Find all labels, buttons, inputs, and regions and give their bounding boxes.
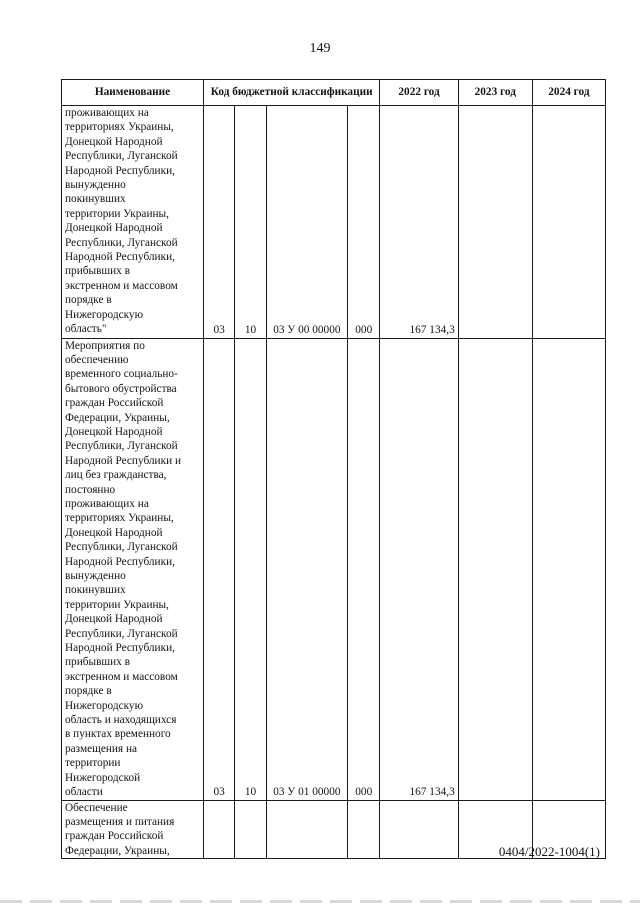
row-name: Обеспечение размещения и питания граждан Российской Федерации, Украины, [62, 800, 204, 859]
row-amount-2024 [532, 338, 605, 800]
document-number: 0404/2022-1004(1) [498, 844, 600, 859]
page-number: 149 [309, 41, 331, 56]
row-code-section: 03 [204, 338, 235, 800]
row-amount-2024 [532, 106, 605, 339]
header-code: Код бюджетной классификации [204, 80, 380, 106]
row-code-target [266, 800, 347, 859]
header-2024: 2024 год [532, 80, 605, 106]
row-code-target: 03 У 00 00000 [266, 106, 347, 339]
table-row [62, 106, 606, 339]
row-name: проживающих на территориях Украины, Донецкой Народной Республики, Луганской Народной Республики, вынужденно покинувших территории Украины, Донецкой Народной Республики, Луганской Народной Республики, прибывших в экстренном и массовом порядке в Нижегородскую область" [62, 106, 204, 339]
table-row [62, 338, 606, 800]
row-code-target: 03 У 01 00000 [266, 338, 347, 800]
row-code-subsection: 10 [235, 106, 266, 339]
row-code-subsection: 10 [235, 338, 266, 800]
header-2022: 2022 год [380, 80, 458, 106]
row-amount-2022: 167 134,3 [380, 106, 458, 339]
row-code-expense-type [348, 800, 380, 859]
table-header-row [62, 80, 606, 106]
row-amount-2023 [458, 106, 532, 339]
row-amount-2022: 167 134,3 [380, 338, 458, 800]
header-2023: 2023 год [458, 80, 532, 106]
budget-table [61, 79, 606, 859]
row-code-section [204, 800, 235, 859]
row-code-expense-type: 000 [348, 338, 380, 800]
row-name: Мероприятия по обеспечению временного социально- бытового обустройства граждан Российской Федерации, Украины, Донецкой Народной Республики, Луганской Народной Республики и лиц без гражданства, постоянно проживающих на территориях Украины, Донецкой Народной Республики, Луганской Народной Республики, вынужденно покинувших территории Украины, Донецкой Народной Республики, Луганской Народной Республики, прибывших в экстренном и массовом порядке в Нижегородскую область и находящихся в пунктах временного размещения на территории Нижегородской области [62, 338, 204, 800]
row-code-section: 03 [204, 106, 235, 339]
header-name: Наименование [62, 80, 204, 106]
row-amount-2023 [458, 338, 532, 800]
row-code-expense-type: 000 [348, 106, 380, 339]
scan-artifact-line [0, 900, 640, 903]
row-amount-2022 [380, 800, 458, 859]
row-code-subsection [235, 800, 266, 859]
